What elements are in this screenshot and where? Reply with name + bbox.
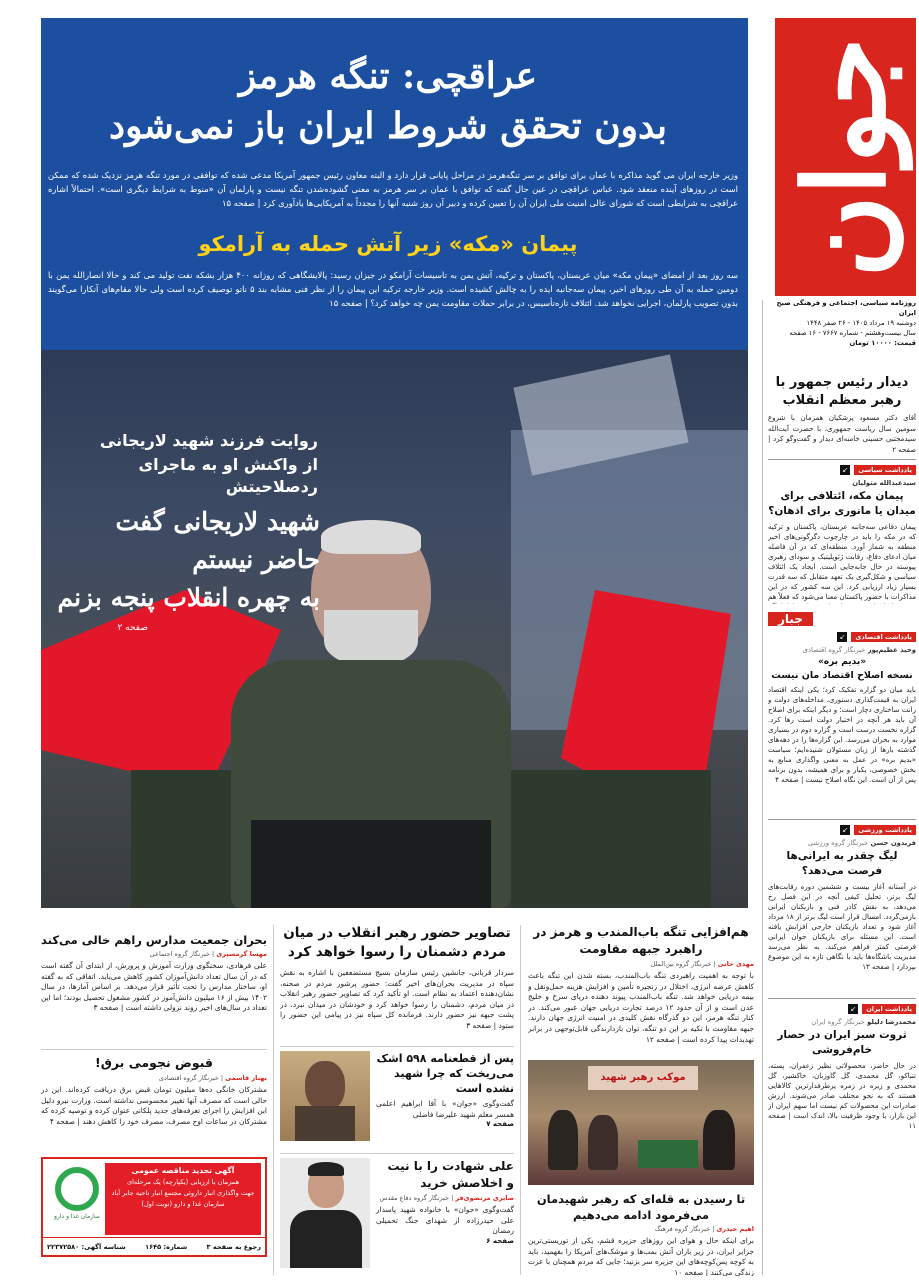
sidebar-story5-title: ثروت سبز ایران در حصار خام‌فروشی (777, 1029, 907, 1057)
col3-body: علی فرهادی، سخنگوی وزارت آموزش و پرورش، از ابتدای آن گفته است که در آن سال تعداد دانش‌آموزان کشور کاهش می‌یابد. اتفاقی که به گفته او، ساختار مدارس را تحت تأثیر قرار می‌دهد. بر اساس آمارها، در سال ۱۴۰۲ بیش از ۱۶ میلیون دانش‌آموز در کشور مشغول تحصیل بودند؛ اما این تعداد در سال‌های اخیر روند نزولی داشته است | صفحه ۳ (41, 961, 267, 1013)
col2-body: سردار قربانی، جانشین رئیس سازمان بسیج مستضعفین با اشاره به نقش سپاه در مدیریت بحران‌های اخیر گفت: حضور پرشور مردم در صحنه، نشان‌دهنده اعتماد به نظام است. او تأکید کرد که تصاویر حضور رهبر انقلاب در میان مردم، دشمنان را رسوا خواهد کرد و خودشان در میدان نبرد، در پشت جبهه نیز حضور دارند. فرمانده کل سپاه نیز در پیامی این حضور را ستود | صفحه ۳ (280, 968, 514, 1030)
person-figure (211, 520, 531, 908)
advert-line2: جهت واگذاری انبار داروئی مجتمع انبار ناحیه جابر آباد (111, 1189, 255, 1197)
sidebar-story3-kicker: «بدیم بره» (817, 657, 867, 668)
advert-number: شماره: ۱۶۴۵ (145, 1242, 188, 1251)
sidebar-story3-body: باید میان دو گزاره تفکیک کرد؛ یکی اینکه اقتصاد ایران به قیمت‌گذاری دستوری، مداخله‌های دولت و رانت ساختاری دچار است؛ و دیگر اینکه برای اصلاح آن باید هر آنچه در اختیار دولت است رها کرد. گزاره نخست درست است و گزاره دوم در بسیاری موارد به بحران می‌رسد. این گزاره‌ها را در دهه‌های گذشته بارها از زبان مسئولان شنیده‌ایم؛ سیاست «بدیم بره» در عمل به معنی واگذاری منابع به بخش خصوصی، یکبار و برای همیشه، بدون برنامه پس از آن است. این نگاه اصلاح نیست | صفحه ۴ (768, 686, 916, 785)
col1-story2-title: تا رسیدن به قله‌ای که رهبر شهیدمان می‌فرمود ادامه می‌دهیم (536, 1192, 746, 1222)
arrow-icon: ↙ (840, 825, 850, 835)
arrow-icon: ↙ (837, 632, 847, 642)
col1-story2-byline: اهیم حیدری | خبرنگار گروه فرهنگ (654, 1225, 754, 1233)
col3-story2-body: مشترکان خانگی ده‌ها میلیون تومان قبض برق دریافت کرده‌اند. این در حالی است که مصرف آنها تغییر محسوسی نداشته است. وزارت نیرو دلیل این افزایش را اجرای تعرفه‌های جدید پلکانی عنوان کرده و توصیه کرده که مشترکان در ساعات اوج مصرف، مصرف خود را کاهش دهند | صفحه ۴ (41, 1085, 267, 1126)
col3-story2-title: قبوض نجومی برق! (95, 1055, 213, 1070)
col1-body: با توجه به اهمیت راهبردی تنگه باب‌المندب، بسته شدن این تنگه باعث کاهش عرضه انرژی، اختلال در زنجیره تأمین و افزایش هزینه حمل‌ونقل و بیمه دریایی خواهد شد. تنگه باب‌المندب پیوند دهنده دریای سرخ و خلیج عدن است و از آن حدود ۱۲ درصد تجارت دریایی جهان عبور می‌کند. در کنار تنگه هرمز، این دو گذرگاه نقش کلیدی در امنیت انرژی جهان دارند. جبهه مقاومت با تکیه بر این دو تنگه، توان بازدارندگی قابل‌توجهی در برابر تهدیدات پیدا کرده است | صفحه ۱۲ (528, 971, 754, 1044)
sidebar-story4-tag: یادداشت ورزشی ↙ (768, 824, 916, 836)
col1-byline: مهدی خانی | خبرنگار گروه بین‌الملل (650, 960, 754, 968)
hero-section (41, 18, 748, 908)
sub-headline: پیمان «مکه» زیر آتش حمله به آرامکو (198, 232, 578, 256)
sidebar-ad-label: جبار (768, 612, 813, 626)
main-headline-line2: بدون تحقق شروط ایران باز نمی‌شود (109, 105, 667, 147)
sidebar-story2-title: پیمان مکه، ائتلافی برای میدان یا مانوری برای اذهان؟ (768, 490, 916, 518)
bottom-col-3 (41, 924, 267, 1276)
col2-story3-photo (280, 1158, 370, 1268)
quote-line2: حاضر نیستم (192, 545, 320, 574)
sidebar-story1-title: دیدار رئیس جمهور با رهبر معظم انقلاب (775, 375, 909, 408)
col1-photo-banner: موکب رهبر شهید (588, 1066, 698, 1090)
sidebar-story4-title: لیگ چقدر به ایرانی‌ها فرصت می‌دهد؟ (786, 850, 898, 878)
issue-line: سال بیست‌وهشتم - شماره ۷۶۶۷ - ۱۶ صفحه (789, 329, 916, 337)
masthead-logo (775, 18, 916, 296)
advert-page-ref: رجوع به صفحه ۳ (206, 1242, 261, 1251)
sidebar-story2-body: پیمان دفاعی سه‌جانبه عربستان، پاکستان و ترکیه که در مکه را باید در چارچوب دگرگونی‌های اخیر منطقه به شمار آورد. منطقه‌ای که در آن فاصله میان ادعای دفاع، رقابت ژئوپلیتیک و سودای رهبری پیوسته در حال جابه‌جایی است. ایجاد یک ائتلاف سیاسی و شکل‌گیری یک تعهد متقابل که سه قدرت بسیار زیاد ارزیابی کرد. این سه کشور که در این مذاکرات با حضور پاکستان معنا می‌شود که فعلاً هم (768, 523, 916, 602)
quote-line3: به چهره انقلاب پنجه بزنم (57, 583, 320, 612)
sidebar-story2-author: سیدعبدالله متولیان (852, 479, 916, 488)
sidebar-story5-tag: یادداشت ایران ↙ (768, 1003, 916, 1015)
sidebar-story5-author: محمدرضا دلیلو خبرنگار گروه ایران (811, 1018, 916, 1027)
col2-story3-ref: صفحه ۶ (486, 1236, 514, 1245)
col3-title: بحران جمعیت مدارس راهم خالی می‌کند (41, 933, 267, 947)
advert-title: آگهی تجدید مناقصه عمومی (131, 1166, 235, 1175)
col1-title: هم‌افزایی تنگه باب‌المندب و هرمز در راهبرد جبهه مقاومت (533, 925, 749, 956)
main-headline-line1: عراقچی: تنگه هرمز (238, 55, 538, 97)
advert-logo (49, 1165, 105, 1235)
logo-wordmark: جوان (779, 36, 911, 278)
photo-caption-line2: از واکنش او به ماجرای ردصلاحیتش (138, 455, 318, 496)
col2-story2-title: پس از قطعنامه ۵۹۸ اشک می‌ریخت که چرا شهید نشده است (376, 1052, 514, 1095)
col2-story3-title: علی شهادت را با نیت و اخلاصش خرید (387, 1159, 514, 1190)
col3-story2-byline: بهناز قاسمی | خبرنگار گروه اقتصادی (158, 1074, 267, 1082)
advert-line1: همزمان با ارزیابی (یکپارچه) یک مرحله‌ای (126, 1178, 240, 1186)
price: قیمت: ۱۰۰۰۰ تومان (849, 339, 916, 347)
hero-page-ref: صفحه ۲ (117, 623, 148, 633)
col2-story2-ref: صفحه ۷ (486, 1120, 514, 1129)
col3-byline: مهسا گرمسیری | خبرنگار گروه اجتماعی (149, 950, 267, 958)
col2-story3-body: گفت‌وگوی «جوان» با خانواده شهید پاسدار علی حیدرزاده از شهدای جنگ تحمیلی رمضان (376, 1205, 514, 1236)
sidebar-story1-body: آقای دکتر مسعود پزشکیان همزمان با شروع سومین سال ریاست جمهوری، با حضرت آیت‌الله سیدمجتبی حسینی خامنه‌ای دیدار و گفت‌وگو کرد | صفحه ۲ (768, 414, 916, 454)
col1-story2-body: برای اینکه حال و هوای این روزهای جزیره قشم، یکی از توریستی‌ترین جزایر ایران، در زیر باران آتش بمب‌ها و موشک‌های آمریکا را بفهمید، باید به کوچه پس‌کوچه‌های این جزیره سر بزنید؛ جایی که مردم همچنان با عزت زندگی می‌کنند | صفحه ۱۰ (528, 1236, 754, 1276)
col2-story2-photo (280, 1051, 370, 1141)
sidebar-story2-tag: یادداشت سیاسی ↙ (768, 464, 916, 476)
advert-org: سازمان غذا و دارو (54, 1213, 100, 1220)
sidebar-story3-author: وحید عظیم‌پور خبرنگار گروه اقتصادی (802, 646, 916, 655)
sidebar-story4-author: فریدون حسن خبرنگار گروه ورزشی (807, 839, 916, 848)
sub-lead: سه روز بعد از امضای «پیمان مکه» میان عربستان، پاکستان و ترکیه، آتش یمن به تاسیسات آرامکو در جیزان رسید: پالایشگاهی که روزانه ۴۰۰ هزار بشکه نفت تولید می کند و حالا انصارالله یمن با دومین حمله به آن طی روزهای اخیر، پیمان سه‌جانبه ایده را به چالش کشیده است. وزیر خارجه ترکیه این پیمان را از نظر فنی مشابه بند ۵ ناتو توصیف کرده است ولی حالا مقام‌های آنکارا می‌گویند بدون تصویب پارلمان، اجرایی نخواهد شد. ائتلاف تازه‌تأسیس، در برابر حملات مقاومت یمن چه خواهد کرد؟ | صفحه ۱۵ (48, 270, 738, 308)
main-lead: وزیر خارجه ایران می گوید مذاکره با عمان برای توافق بر سر تنگه‌هرمز در مراحل پایانی قرار دارد و البته معاون رئیس جمهور آمریکا مدعی شده که توافقی در مورد تنگه هرمز نزدیک شده که ممکن است در روزهای آینده منعقد شود. عباس عراقچی در عین حال گفته که توافق با عمان بر سر هرمز به معنی گشوده‌شدن تنگه نیست و پارلمان آن «منوط به شرایط دیگری است». احتمالاً اشاره عراقچی به شرایطی است که شورای عالی امنیت ملی ایران آن را تعیین کرده و دبیر آن روز شنبه آنها را مجدداً به آمریکایی‌ها یادآوری کرد | صفحه ۱۵ (48, 170, 738, 208)
col2-title: تصاویر حضور رهبر انقلاب در میان مردم دشمنان را رسوا خواهد کرد (283, 925, 511, 960)
sidebar-story3-tag: یادداشت اقتصادی ↙ (768, 631, 916, 643)
arrow-icon: ↙ (848, 1004, 858, 1014)
arrow-icon: ↙ (840, 465, 850, 475)
photo-caption-line1: روایت فرزند شهید لاریجانی (99, 431, 318, 450)
col2-story3-byline: صابری مرتضوی‌فر | خبرنگار گروه دفاع مقدس (379, 1194, 514, 1202)
bottom-col-1 (528, 924, 754, 1276)
quote-line1: شهید لاریجانی گفت (115, 507, 320, 536)
col1-photo (528, 1060, 754, 1185)
sidebar (768, 300, 916, 1280)
sidebar-story4-body: در آستانه آغاز بیست و ششمین دوره رقابت‌های لیگ برتر، تحلیل کیفی آنچه در این فصل رخ می‌دهد، به نقش کادر فنی و بازیکنان ایرانی بازمی‌گردد. امسال قرار است لیگ برتر از ۱۸ مرداد آغاز شود و تعداد بازیکنان خارجی افزایش یافته است. این مسئله برای بازیکنان جوان ایرانی فرصتی کمتر فراهم می‌کند. به نظر می‌رسد مدیریت باشگاه‌ها باید با نگاهی تازه به این موضوع بپردازد | صفحه ۱۳ (768, 883, 916, 972)
col2-story2-body: گفت‌وگوی «جوان» با آقا ابراهیم اعلمی همسر معلم شهید علیرضا فاضلی (376, 1099, 514, 1119)
sidebar-story5-body: در حال حاضر، محصولاتی نظیر زعفران، پسته، تنباکو، گل محمدی، گل گاوزبان، خاکشیر، گل محمدی و زیره در زمره پرطرفدارترین کالاهایی هستند که به نحو مختلف صادر می‌شوند. ارزش صادرات این محصولات کم نیست اما سهم ایران از این بازار، با وجود ظرفیت بالا، اندک است | صفحه ۱۱ (768, 1062, 916, 1131)
advert-id: شناسه آگهی: ۲۲۳۷۲۵۸۰ (47, 1242, 126, 1251)
date-line: دوشنبه ۱۹ مرداد ۱۴۰۵ - ۲۶ صفر ۱۴۴۸ (806, 319, 916, 327)
tagline: روزنامه سیاسی، اجتماعی و فرهنگی صبح ایران (776, 299, 916, 317)
tender-advert (41, 1157, 267, 1257)
bottom-col-2 (280, 924, 514, 1276)
sidebar-story3-title: نسخه اصلاح اقتصاد مان نیست (771, 670, 913, 682)
advert-line3: سازمان غذا و دارو (نوبت اول) (141, 1200, 225, 1208)
